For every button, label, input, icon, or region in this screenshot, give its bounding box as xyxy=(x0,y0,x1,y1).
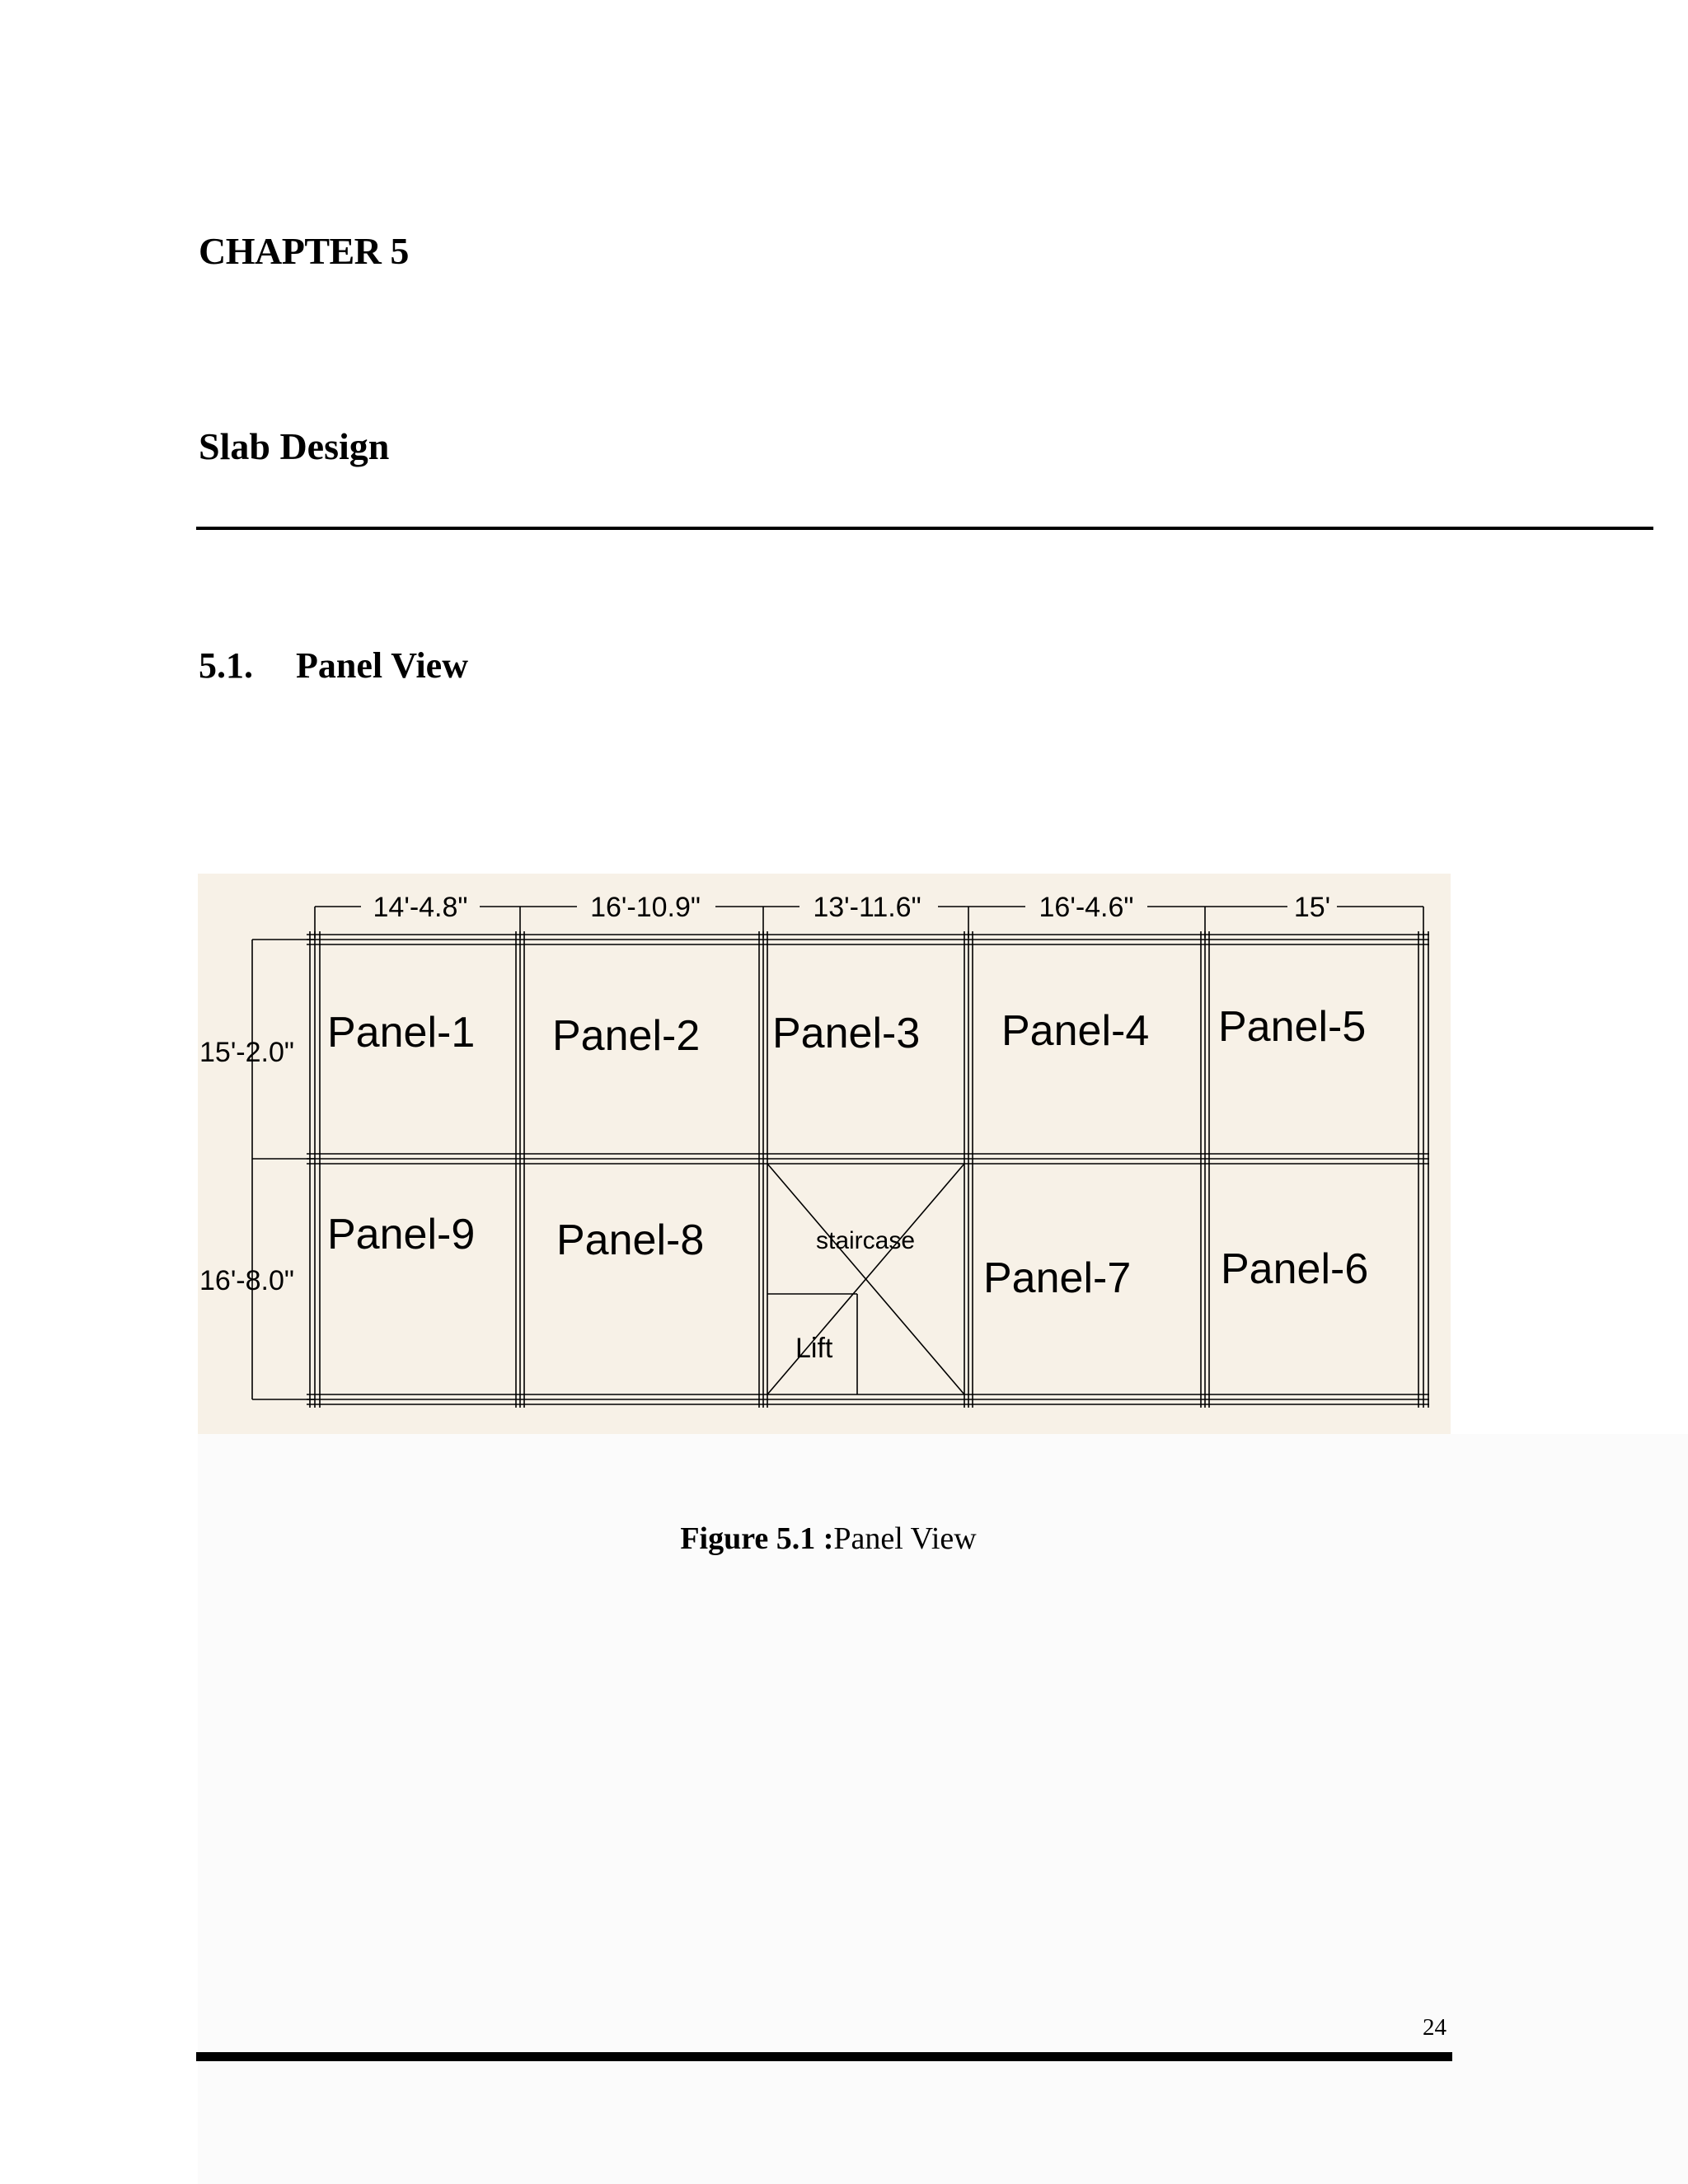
chapter-title: Slab Design xyxy=(199,425,390,467)
figure-caption-label: Figure 5.1 : xyxy=(680,1521,834,1556)
panel-label-8: Panel-8 xyxy=(556,1216,705,1264)
panel-label-1: Panel-1 xyxy=(327,1009,476,1057)
header-rule xyxy=(196,527,1653,530)
panel-label-2: Panel-2 xyxy=(552,1012,701,1060)
figure-caption-text: Panel View xyxy=(833,1521,977,1556)
span-dimension-2: 16'-10.9" xyxy=(590,892,701,923)
section-heading xyxy=(199,644,468,687)
page-number: 24 xyxy=(1423,2014,1447,2041)
lift-label: Lift xyxy=(795,1333,833,1364)
panel-plan-drawing xyxy=(198,874,1451,1434)
span-dimension-1: 14'-4.8" xyxy=(373,892,468,923)
footer-rule xyxy=(196,2052,1452,2061)
chapter-heading: CHAPTER 5 xyxy=(199,230,409,272)
row-dimension-1: 15'-2.0" xyxy=(199,1037,294,1068)
panel-label-3: Panel-3 xyxy=(772,1010,921,1057)
figure-caption xyxy=(0,1521,1657,1557)
staircase-label: staircase xyxy=(816,1227,916,1254)
section-title: Panel View xyxy=(296,645,468,686)
span-dimension-4: 16'-4.6" xyxy=(1039,892,1134,923)
span-dimension-5: 15' xyxy=(1293,892,1331,923)
plan-gridlines xyxy=(252,907,1429,1408)
panel-label-7: Panel-7 xyxy=(983,1254,1132,1302)
panel-label-9: Panel-9 xyxy=(327,1211,476,1258)
panel-view-figure xyxy=(198,874,1451,1434)
panel-label-6: Panel-6 xyxy=(1221,1245,1369,1293)
panel-label-4: Panel-4 xyxy=(1001,1007,1150,1055)
span-dimension-3: 13'-11.6" xyxy=(813,892,921,923)
row-dimension-2: 16'-8.0" xyxy=(199,1265,294,1296)
panel-label-5: Panel-5 xyxy=(1218,1003,1367,1051)
section-number: 5.1. xyxy=(199,645,253,686)
